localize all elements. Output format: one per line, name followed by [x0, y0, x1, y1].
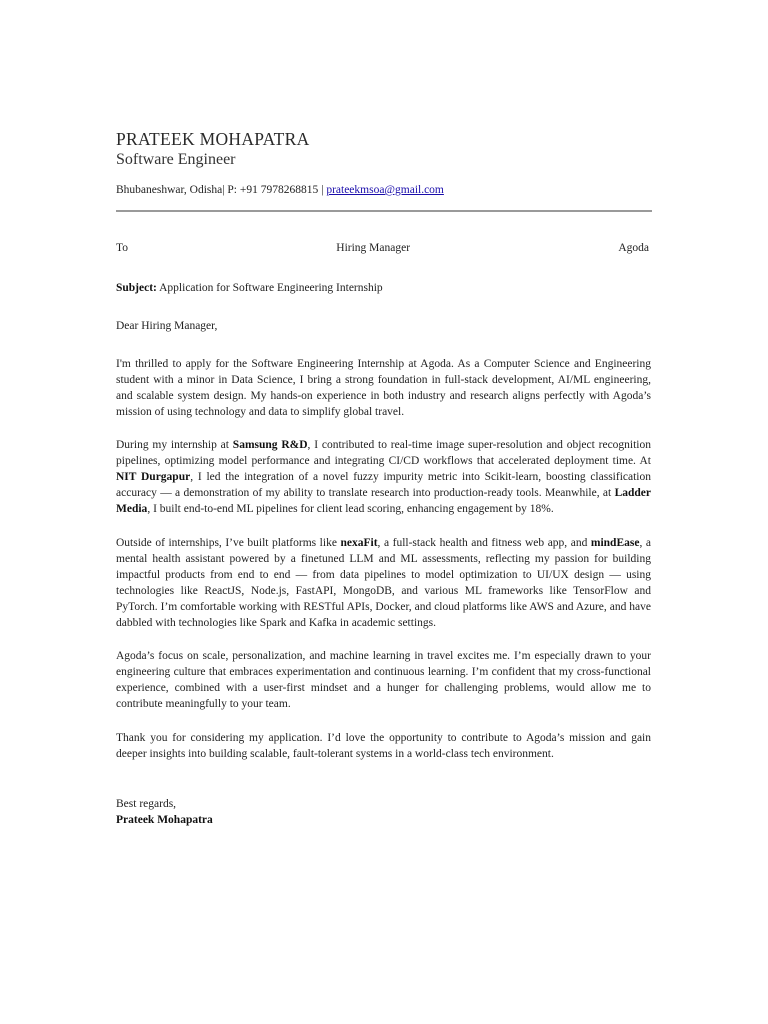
subject-text: Application for Software Engineering Internship: [156, 282, 383, 294]
contact-line: [116, 183, 652, 198]
text: , a mental health assistant powered by a finetuned LLM and ML assessments, reflecting my passion for building impactful products from end to end — from data pipelines to model optimization to UI/UX design — using technologies like ReactJS, Node.js, FastAPI, MongoDB, and various ML frameworks like TensorFlow and PyTorch. I’m comfortable working with RESTful APIs, Docker, and cloud platforms like AWS and Azure, and have dabbled with technologies like Spark and Kafka in academic settings.: [116, 536, 651, 629]
institution-nit: NIT Durgapur: [116, 471, 191, 484]
signature-text: Prateek Mohapatra: [116, 813, 213, 826]
email-link[interactable]: prateekmsoa@gmail.com: [326, 184, 444, 196]
to-label: To: [116, 242, 128, 254]
project-nexafit: nexaFit: [340, 536, 378, 549]
signoff: [116, 797, 651, 829]
letter-body: [116, 281, 651, 829]
text: During my internship at: [116, 439, 233, 452]
company-samsung: Samsung R&D: [232, 439, 308, 452]
text: Outside of internships, I’ve built platforms like: [116, 536, 341, 549]
paragraph-intro: I'm thrilled to apply for the Software Engineering Internship at Agoda. As a Computer Science and Engineering student with a minor in Data Science, I bring a strong foundation in full-stack development, AI/ML engineering, and scalable system design. My hands-on experience in both industry and research aligns perfectly with Agoda’s mission of using technology and data to simplify global travel.: [116, 357, 651, 418]
subject-line: [116, 281, 651, 297]
paragraph-motivation: Agoda’s focus on scale, personalization, and machine learning in travel excites me. I’m especially drawn to your engineering culture that embraces experimentation and continuous learning. I’m confident that my cross-functional experience, combined with a user-first mindset and a hunger for challenging problems, would allow me to contribute meaningfully to your team.: [116, 650, 651, 711]
salutation: Dear Hiring Manager,: [116, 319, 218, 332]
paragraph-internships: [116, 438, 651, 518]
applicant-name: PRATEEK MOHAPATRA: [116, 129, 310, 149]
subject-label: Subject:: [116, 282, 157, 294]
recipient-company: Agoda: [618, 242, 649, 254]
company-ladder-media: Ladder Media: [116, 487, 651, 516]
recipient-role: Hiring Manager: [336, 242, 411, 254]
paragraph-projects: [116, 536, 651, 631]
project-mindease: mindEase: [590, 536, 640, 549]
recipient-row: [116, 241, 649, 255]
closing-regards: Best regards,: [116, 797, 177, 810]
signature-name: [116, 813, 651, 829]
text: , I contributed to real-time image super-resolution and object recognition pipelines, optimizing model performance and integrating CI/CD workflows that accelerated deployment time. At: [116, 439, 652, 468]
phone-number: +91 7978268815: [239, 184, 319, 196]
letter-header: [116, 129, 652, 198]
separator: | P:: [222, 184, 240, 196]
location: Bhubaneshwar, Odisha: [116, 184, 223, 196]
applicant-title: Software Engineer: [116, 151, 236, 168]
paragraph-thanks: Thank you for considering my application. I’d love the opportunity to contribute to Agoda’s mission and gain deeper insights into building scalable, fault-tolerant systems in a world-class tech environment.: [116, 732, 651, 760]
header-divider: [116, 210, 652, 212]
separator: |: [318, 184, 327, 196]
text: , a full-stack health and fitness web app, and: [377, 536, 591, 549]
text: , I led the integration of a novel fuzzy impurity metric into Scikit-learn, boosting classification accuracy — a demonstration of my ability to translate research into production-ready tools. Meanwhile, at: [116, 471, 652, 500]
text: , I built end-to-end ML pipelines for client lead scoring, enhancing engagement by 18%.: [147, 503, 554, 516]
